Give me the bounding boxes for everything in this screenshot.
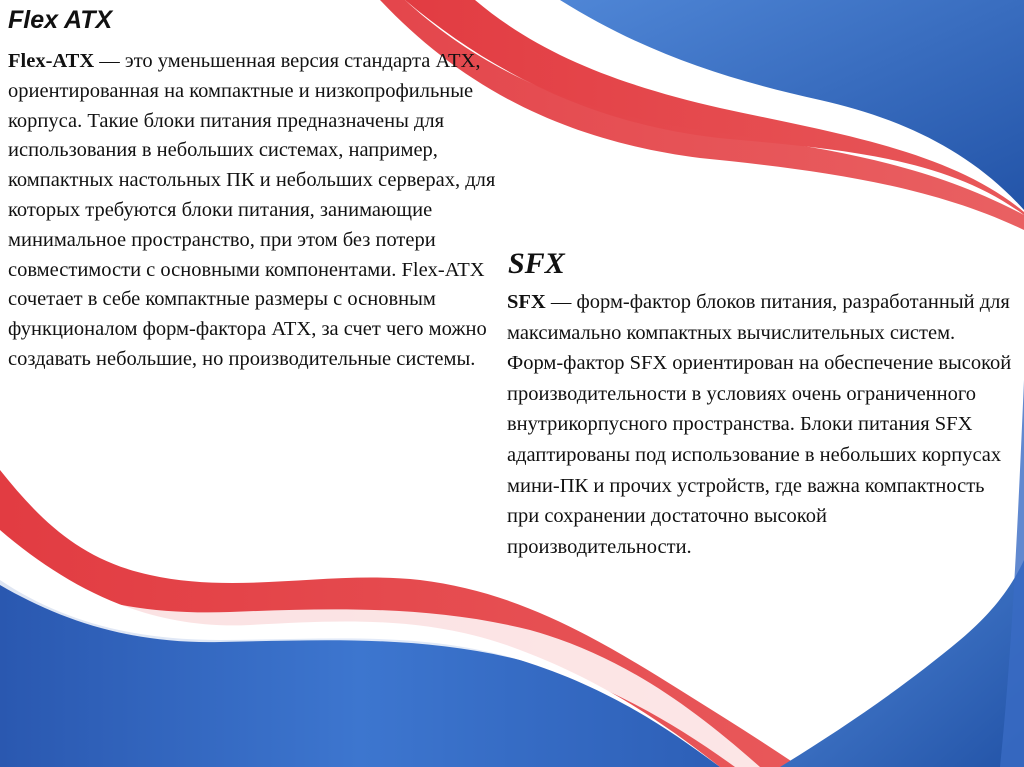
sfx-title: SFX [508, 247, 565, 280]
right-blue-panel [780, 560, 1024, 767]
sfx-text: — форм-фактор блоков питания, разработанный для максимально компактных вычислительных систем. Форм-фактор SFX ориентирован на обеспечение высокой производительности в условиях очень ограниченного внутрикорпусного пространства. Блоки питания SFX адаптированы под использование в небольших корпусах мини-ПК и прочих устройств, где важна компактность при сохранении достаточно высокой производительности. [507, 291, 1012, 558]
sfx-paragraph [507, 287, 1012, 562]
flex-atx-term: Flex-ATX [8, 50, 95, 72]
flex-atx-text: — это уменьшенная версия стандарта ATX, ориентированная на компактные и низкопрофильные корпуса. Такие блоки питания предназначены для использования в небольших системах, например, компактных настольных ПК и небольших серверах, для которых требуются блоки питания, занимающие минимальное пространство, при этом без потери совместимости с основными компонентами. Flex-ATX сочетает в себе компактные размеры с основным функционалом форм-фактора ATX, за счет чего можно создавать небольшие, но производительные системы. [8, 50, 496, 370]
flex-atx-paragraph [8, 47, 508, 375]
flex-atx-title: Flex ATX [8, 6, 113, 34]
sfx-term: SFX [507, 291, 546, 313]
